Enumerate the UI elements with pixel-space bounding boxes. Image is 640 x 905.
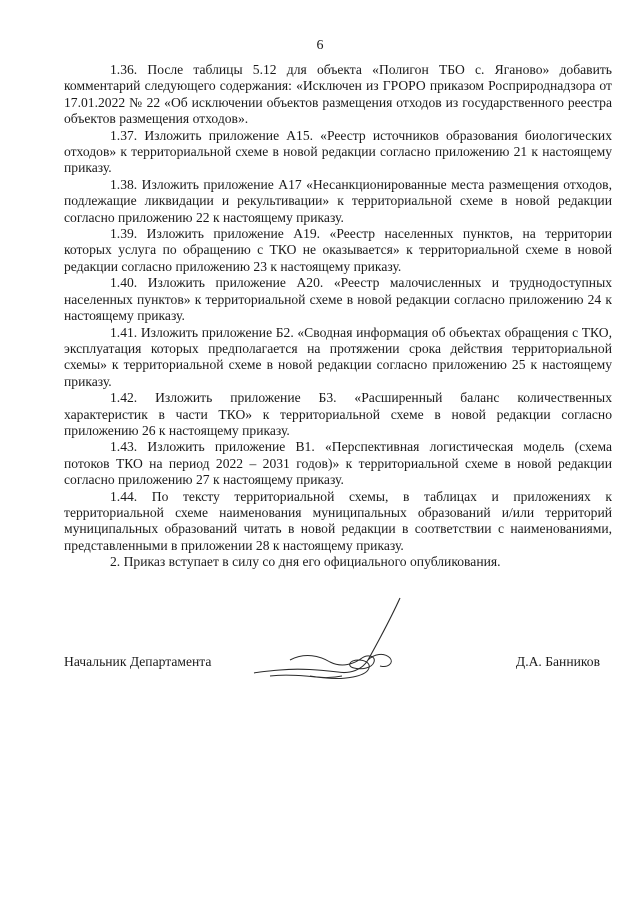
paragraph-1-36: 1.36. После таблицы 5.12 для объекта «Полигон ТБО с. Яганово» добавить комментарий следующего содержания: «Исключен из ГРОРО приказом Росприроднадзора от 17.01.2022 № 22 «Об исключении объектов размещения отходов из государственного реестра объектов размещения отходов».	[64, 62, 612, 127]
paragraph-2: 2. Приказ вступает в силу со дня его официального опубликования.	[110, 554, 501, 570]
handwritten-signature	[250, 590, 420, 700]
page-number: 6	[316, 38, 324, 53]
signature-block	[64, 654, 612, 674]
paragraph-1-39: 1.39. Изложить приложение А19. «Реестр населенных пунктов, на территории которых услуга по обращению с ТКО не оказывается» к территориальной схеме в новой редакции согласно приложению 23 к настоящему приказу.	[64, 226, 612, 274]
paragraph-1-37: 1.37. Изложить приложение А15. «Реестр источников образования биологических отходов» к территориальной схеме в новой редакции согласно приложению 21 к настоящему приказу.	[64, 127, 612, 176]
paragraph-1-42: 1.42. Изложить приложение Б3. «Расширенный баланс количественных характеристик в части ТКО» к территориальной схеме в новой редакции согласно приложению 26 к настоящему приказу.	[64, 390, 612, 438]
paragraph-1-41: 1.41. Изложить приложение Б2. «Сводная информация об объектах обращения с ТКО, эксплуатация которых предполагается на протяжении срока действия территориальной схемы» к территориальной схеме в новой редакции согласно приложению 25 к настоящему приказу.	[64, 324, 612, 389]
paragraph-1-43: 1.43. Изложить приложение В1. «Перспективная логистическая модель (схема потоков ТКО на период 2022 – 2031 годов)» к территориальной схеме в новой редакции согласно приложению 27 к настоящему приказу.	[64, 439, 612, 488]
document-body	[64, 62, 612, 571]
paragraph-1-38: 1.38. Изложить приложение А17 «Несанкционированные места размещения отходов, подлежащие ликвидации и рекультивации» к территориальной схеме в новой редакции согласно приложению 22 к настоящему приказу.	[64, 176, 612, 225]
signer-name: Д.А. Банников	[515, 654, 600, 669]
paragraph-1-40: 1.40. Изложить приложение А20. «Реестр малочисленных и труднодоступных населенных пунктов» к территориальной схеме в новой редакции согласно приложению 24 к настоящему приказу.	[64, 275, 612, 324]
paragraph-1-44: 1.44. По тексту территориальной схемы, в таблицах и приложениях к территориальной схеме наименования муниципальных образований и/или территорий муниципальных образований читать в новой редакции в соответствии с наименованиями, представленными в приложении 28 к настоящему приказу.	[64, 488, 612, 553]
signer-position: Начальник Департамента	[64, 654, 212, 669]
